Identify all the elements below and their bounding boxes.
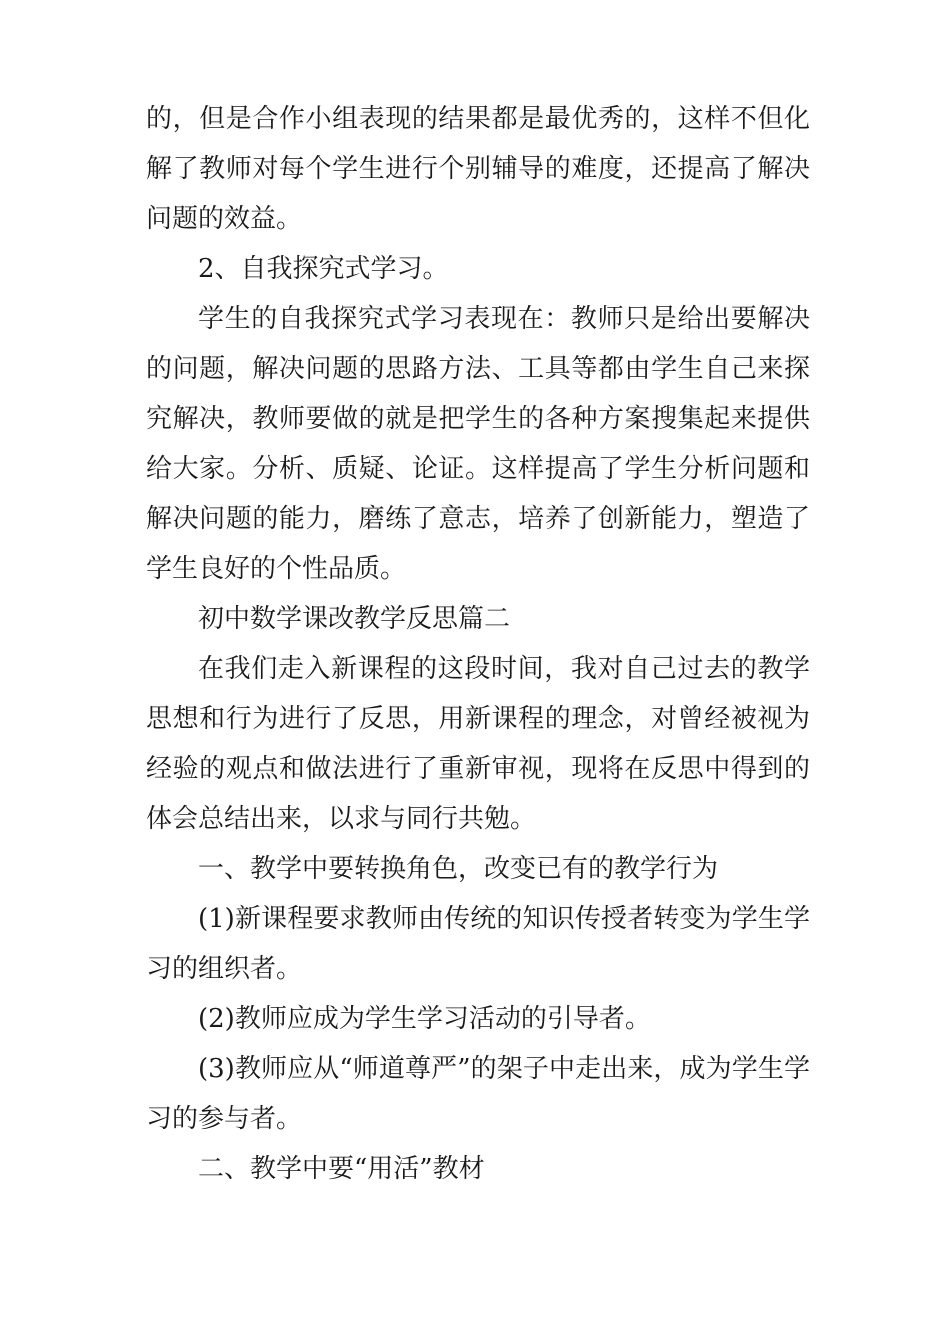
article-title-part-two: 初中数学课改教学反思篇二: [198, 604, 511, 634]
section-heading-self-inquiry: 2、自我探究式学习。: [198, 254, 449, 284]
paragraph-intro-part-two: 在我们走入新课程的这段时间，我对自己过去的教学思想和行为进行了反思，用新课程的理念，对曾经被视为经验的观点和做法进行了重新审视，现将在反思中得到的体会总结出来，以求与同行共勉。: [146, 654, 810, 834]
section-heading-role-change: 一、教学中要转换角色，改变已有的教学行为: [198, 854, 719, 884]
list-item-2: (2)教师应成为学生学习活动的引导者。: [198, 1004, 651, 1034]
list-item-3: (3)教师应从“师道尊严”的架子中走出来，成为学生学习的参与者。: [146, 1054, 810, 1134]
paragraph-1: 的，但是合作小组表现的结果都是最优秀的，这样不但化解了教师对每个学生进行个别辅导的难度，还提高了解决问题的效益。: [146, 104, 810, 234]
list-item-1: (1)新课程要求教师由传统的知识传授者转变为学生学习的组织者。: [146, 904, 810, 984]
document-body: [146, 94, 810, 1194]
paragraph-self-inquiry: 学生的自我探究式学习表现在：教师只是给出要解决的问题，解决问题的思路方法、工具等都由学生自己来探究解决，教师要做的就是把学生的各种方案搜集起来提供给大家。分析、质疑、论证。这样提高了学生分析问题和解决问题的能力，磨练了意志，培养了创新能力，塑造了学生良好的个性品质。: [146, 304, 810, 584]
section-heading-textbook: 二、教学中要“用活”教材: [198, 1154, 485, 1184]
